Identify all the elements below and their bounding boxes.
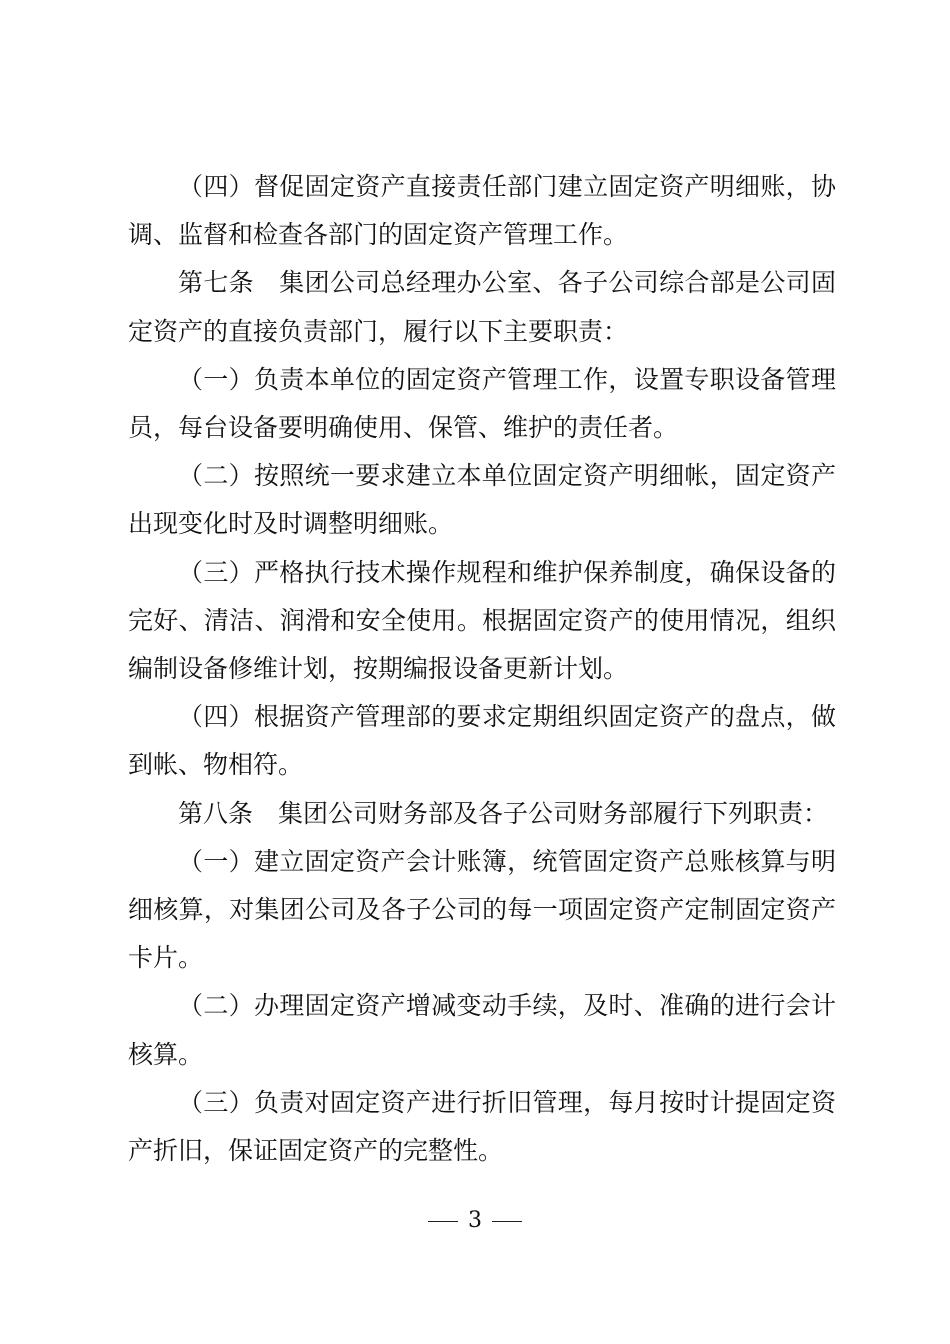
footer-left-dash — [428, 1221, 458, 1222]
paragraph-3: （一）负责本单位的固定资产管理工作，设置专职设备管理员，每台设备要明确使用、保管、维护的责任者。 — [128, 364, 836, 443]
paragraph-1: （四）督促固定资产直接责任部门建立固定资产明细账，协调、监督和检查各部门的固定资产管理工作。 — [128, 172, 836, 250]
page-footer — [0, 1208, 950, 1233]
footer-right-dash — [492, 1221, 522, 1222]
paragraph-7: 第八条 集团公司财务部及各子公司财务部履行下列职责： — [178, 798, 829, 828]
paragraph-2: 第七条 集团公司总经理办公室、各子公司综合部是公司固定资产的直接负责部门，履行以下主要职责： — [128, 268, 836, 346]
page-number: 3 — [468, 1208, 482, 1233]
paragraph-8: （一）建立固定资产会计账簿，统管固定资产总账核算与明细核算，对集团公司及各子公司的每一项固定资产定制固定资产卡片。 — [128, 846, 836, 973]
paragraph-6: （四）根据资产管理部的要求定期组织固定资产的盘点，做到帐、物相符。 — [128, 702, 836, 780]
paragraph-5: （三）严格执行技术操作规程和维护保养制度，确保设备的完好、清洁、润滑和安全使用。根据固定资产的使用情况，组织编制设备修维计划，按期编报设备更新计划。 — [128, 557, 836, 684]
paragraph-9: （二）办理固定资产增减变动手续，及时、准确的进行会计核算。 — [128, 991, 836, 1069]
paragraph-4: （二）按照统一要求建立本单位固定资产明细帐，固定资产出现变化时及时调整明细账。 — [128, 461, 836, 539]
paragraph-10: （三）负责对固定资产进行折旧管理，每月按时计提固定资产折旧，保证固定资产的完整性。 — [128, 1087, 836, 1166]
document-body — [128, 163, 836, 1175]
